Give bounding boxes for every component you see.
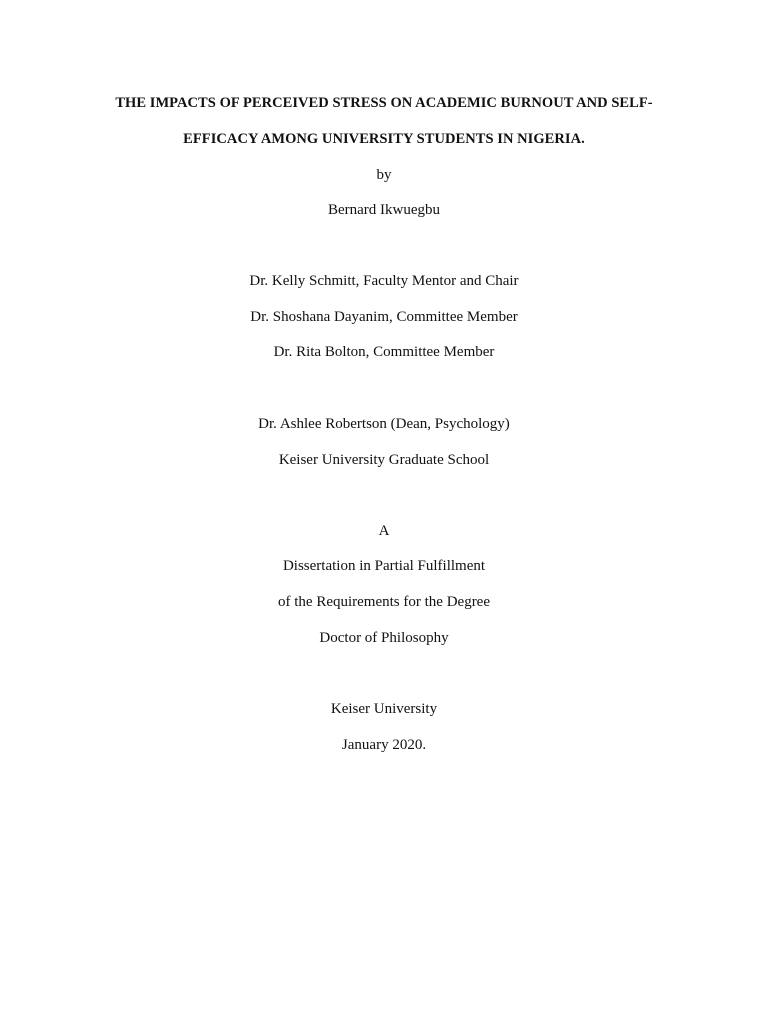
date-line: January 2020. (341, 737, 427, 753)
by-label: by (376, 167, 392, 183)
statement-line-2: of the Requirements for the Degree (278, 594, 490, 610)
university-name: Keiser University (330, 701, 438, 717)
title-line-2: EFFICACY AMONG UNIVERSITY STUDENTS IN NIGERIA. (183, 131, 585, 147)
committee-member-1: Dr. Shoshana Dayanim, Committee Member (250, 309, 518, 325)
dean-line: Dr. Ashlee Robertson (Dean, Psychology) (258, 416, 510, 432)
title-line-1: THE IMPACTS OF PERCEIVED STRESS ON ACADEMIC BURNOUT AND SELF- (115, 95, 653, 111)
article-a: A (378, 523, 390, 539)
degree-name: Doctor of Philosophy (319, 630, 449, 646)
committee-chair: Dr. Kelly Schmitt, Faculty Mentor and Chair (249, 273, 519, 289)
statement-line-1: Dissertation in Partial Fulfillment (282, 558, 486, 574)
author-name: Bernard Ikwuegbu (327, 202, 441, 218)
committee-member-2: Dr. Rita Bolton, Committee Member (273, 344, 495, 360)
graduate-school: Keiser University Graduate School (278, 452, 490, 468)
